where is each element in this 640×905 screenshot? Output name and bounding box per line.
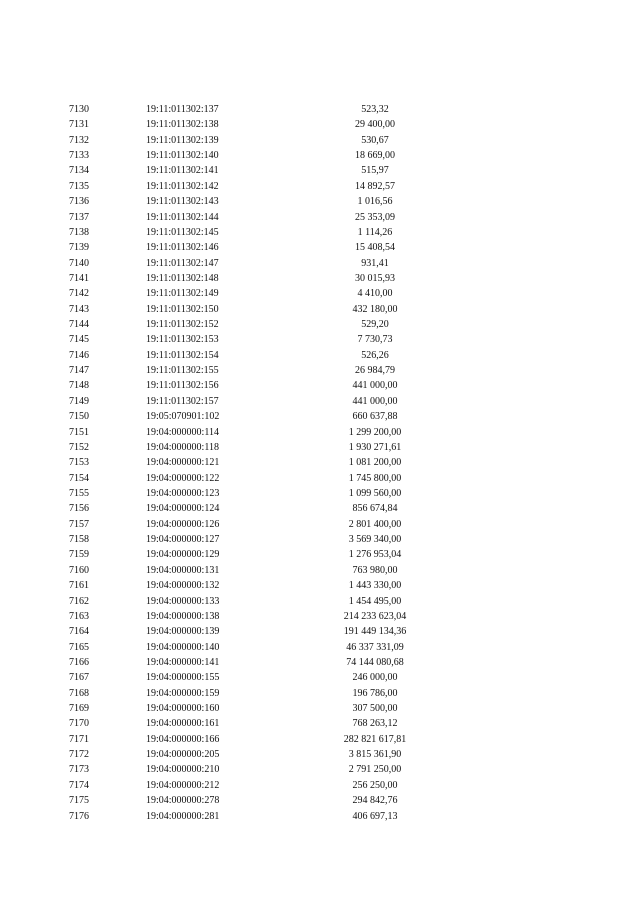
row-number: 7164 — [69, 626, 89, 638]
row-number: 7139 — [69, 242, 89, 254]
row-number: 7130 — [69, 104, 89, 115]
amount-value: 191 449 134,36 — [343, 626, 407, 638]
row-number: 7171 — [69, 733, 89, 745]
cadastral-number: 19:11:011302:155 — [146, 365, 219, 377]
row-number: 7170 — [69, 718, 89, 730]
row-number: 7155 — [69, 487, 89, 499]
table-row — [0, 609, 640, 624]
row-number: 7168 — [69, 687, 89, 699]
row-number: 7141 — [69, 272, 89, 284]
row-number: 7142 — [69, 288, 89, 300]
cadastral-number: 19:11:011302:154 — [146, 349, 219, 361]
amount-value: 1 299 200,00 — [348, 426, 402, 438]
amount-value: 406 697,13 — [352, 810, 398, 822]
cadastral-number: 19:04:000000:212 — [146, 779, 220, 791]
row-number: 7172 — [69, 749, 89, 761]
amount-value: 515,97 — [361, 165, 389, 177]
amount-value: 29 400,00 — [355, 119, 395, 131]
table-row — [0, 809, 640, 824]
table-row — [0, 133, 640, 148]
row-number: 7146 — [69, 349, 89, 361]
cadastral-number: 19:11:011302:149 — [146, 288, 219, 300]
table-row — [0, 409, 640, 424]
table-row — [0, 778, 640, 793]
cadastral-number: 19:04:000000:127 — [146, 534, 220, 546]
cadastral-number: 19:11:011302:152 — [146, 319, 219, 331]
row-number: 7131 — [69, 119, 89, 131]
row-number: 7174 — [69, 779, 89, 791]
amount-value: 530,67 — [361, 134, 389, 146]
row-number: 7161 — [69, 580, 89, 592]
cadastral-number: 19:04:000000:122 — [146, 472, 220, 484]
table-row — [0, 471, 640, 486]
table-row — [0, 747, 640, 762]
cadastral-number: 19:11:011302:153 — [146, 334, 219, 346]
cadastral-number: 19:04:000000:121 — [146, 457, 220, 469]
row-number: 7149 — [69, 395, 89, 407]
amount-value: 1 443 330,00 — [348, 580, 402, 592]
cadastral-number: 19:11:011302:141 — [146, 165, 219, 177]
data-table — [0, 102, 640, 824]
amount-value: 931,41 — [361, 257, 389, 269]
row-number: 7138 — [69, 226, 89, 238]
cadastral-number: 19:11:011302:142 — [146, 180, 219, 192]
table-row — [0, 501, 640, 516]
row-number: 7147 — [69, 365, 89, 377]
row-number: 7137 — [69, 211, 89, 223]
table-row — [0, 701, 640, 716]
amount-value: 74 144 080,68 — [346, 656, 404, 668]
table-row — [0, 225, 640, 240]
cadastral-number: 19:04:000000:160 — [146, 703, 220, 715]
table-row — [0, 793, 640, 808]
table-row — [0, 210, 640, 225]
table-row — [0, 317, 640, 332]
cadastral-number: 19:04:000000:118 — [146, 441, 219, 453]
amount-value: 246 000,00 — [352, 672, 398, 684]
cadastral-number: 19:11:011302:139 — [146, 134, 219, 146]
cadastral-number: 19:11:011302:156 — [146, 380, 219, 392]
table-row — [0, 624, 640, 639]
row-number: 7136 — [69, 196, 89, 208]
amount-value: 1 099 560,00 — [348, 487, 402, 499]
row-number: 7150 — [69, 411, 89, 423]
cadastral-number: 19:11:011302:144 — [146, 211, 219, 223]
table-row — [0, 670, 640, 685]
cadastral-number: 19:04:000000:210 — [146, 764, 220, 776]
cadastral-number: 19:04:000000:278 — [146, 795, 220, 807]
table-row — [0, 148, 640, 163]
cadastral-number: 19:11:011302:147 — [146, 257, 219, 269]
row-number: 7156 — [69, 503, 89, 515]
table-row — [0, 394, 640, 409]
amount-value: 1 081 200,00 — [348, 457, 402, 469]
row-number: 7151 — [69, 426, 89, 438]
row-number: 7132 — [69, 134, 89, 146]
table-row — [0, 486, 640, 501]
table-row — [0, 425, 640, 440]
row-number: 7163 — [69, 610, 89, 622]
table-row — [0, 302, 640, 317]
table-row — [0, 578, 640, 593]
amount-value: 2 801 400,00 — [348, 518, 402, 530]
table-row — [0, 348, 640, 363]
amount-value: 526,26 — [361, 349, 389, 361]
table-row — [0, 179, 640, 194]
cadastral-number: 19:04:000000:139 — [146, 626, 220, 638]
cadastral-number: 19:04:000000:138 — [146, 610, 220, 622]
amount-value: 14 892,57 — [355, 180, 395, 192]
amount-value: 432 180,00 — [352, 303, 398, 315]
table-row — [0, 762, 640, 777]
row-number: 7144 — [69, 319, 89, 331]
amount-value: 441 000,00 — [352, 380, 398, 392]
amount-value: 256 250,00 — [352, 779, 398, 791]
amount-value: 768 263,12 — [352, 718, 398, 730]
cadastral-number: 19:04:000000:140 — [146, 641, 220, 653]
cadastral-number: 19:04:000000:124 — [146, 503, 220, 515]
cadastral-number: 19:11:011302:143 — [146, 196, 219, 208]
table-row — [0, 240, 640, 255]
row-number: 7134 — [69, 165, 89, 177]
row-number: 7145 — [69, 334, 89, 346]
table-row — [0, 363, 640, 378]
table-row — [0, 256, 640, 271]
amount-value: 3 815 361,90 — [348, 749, 402, 761]
table-row — [0, 271, 640, 286]
table-row — [0, 732, 640, 747]
amount-value: 856 674,84 — [352, 503, 398, 515]
row-number: 7135 — [69, 180, 89, 192]
table-row — [0, 378, 640, 393]
row-number: 7162 — [69, 595, 89, 607]
amount-value: 307 500,00 — [352, 703, 398, 715]
row-number: 7166 — [69, 656, 89, 668]
cadastral-number: 19:04:000000:155 — [146, 672, 220, 684]
row-number: 7152 — [69, 441, 89, 453]
cadastral-number: 19:11:011302:146 — [146, 242, 219, 254]
table-row — [0, 716, 640, 731]
table-row — [0, 686, 640, 701]
amount-value: 25 353,09 — [355, 211, 395, 223]
amount-value: 294 842,76 — [352, 795, 398, 807]
amount-value: 1 745 800,00 — [348, 472, 402, 484]
table-row — [0, 163, 640, 178]
row-number: 7154 — [69, 472, 89, 484]
row-number: 7159 — [69, 549, 89, 561]
cadastral-number: 19:04:000000:161 — [146, 718, 220, 730]
cadastral-number: 19:04:000000:123 — [146, 487, 220, 499]
amount-value: 282 821 617,81 — [343, 733, 407, 745]
amount-value: 2 791 250,00 — [348, 764, 402, 776]
row-number: 7143 — [69, 303, 89, 315]
row-number: 7158 — [69, 534, 89, 546]
row-number: 7173 — [69, 764, 89, 776]
row-number: 7165 — [69, 641, 89, 653]
row-number: 7153 — [69, 457, 89, 469]
table-row — [0, 547, 640, 562]
row-number: 7167 — [69, 672, 89, 684]
cadastral-number: 19:04:000000:131 — [146, 564, 220, 576]
row-number: 7160 — [69, 564, 89, 576]
amount-value: 26 984,79 — [355, 365, 395, 377]
cadastral-number: 19:11:011302:140 — [146, 150, 219, 162]
table-row — [0, 594, 640, 609]
cadastral-number: 19:04:000000:159 — [146, 687, 220, 699]
row-number: 7175 — [69, 795, 89, 807]
amount-value: 4 410,00 — [357, 288, 393, 300]
row-number: 7140 — [69, 257, 89, 269]
table-row — [0, 532, 640, 547]
table-row — [0, 117, 640, 132]
table-row — [0, 102, 640, 117]
amount-value: 7 730,73 — [357, 334, 393, 346]
amount-value: 441 000,00 — [352, 395, 398, 407]
cadastral-number: 19:11:011302:138 — [146, 119, 219, 131]
cadastral-number: 19:11:011302:145 — [146, 226, 219, 238]
table-row — [0, 455, 640, 470]
amount-value: 196 786,00 — [352, 687, 398, 699]
amount-value: 763 980,00 — [352, 564, 398, 576]
table-row — [0, 332, 640, 347]
amount-value: 1 930 271,61 — [348, 441, 402, 453]
cadastral-number: 19:04:000000:129 — [146, 549, 220, 561]
row-number: 7157 — [69, 518, 89, 530]
cadastral-number: 19:11:011302:150 — [146, 303, 219, 315]
amount-value: 660 637,88 — [352, 411, 398, 423]
amount-value: 529,20 — [361, 319, 389, 331]
amount-value: 1 016,56 — [357, 196, 393, 208]
table-row — [0, 655, 640, 670]
cadastral-number: 19:05:070901:102 — [146, 411, 220, 423]
cadastral-number: 19:11:011302:157 — [146, 395, 219, 407]
row-number: 7133 — [69, 150, 89, 162]
cadastral-number: 19:04:000000:133 — [146, 595, 220, 607]
cadastral-number: 19:04:000000:281 — [146, 810, 220, 822]
cadastral-number: 19:04:000000:132 — [146, 580, 220, 592]
row-number: 7169 — [69, 703, 89, 715]
amount-value: 1 114,26 — [357, 226, 393, 238]
table-row — [0, 517, 640, 532]
table-row — [0, 440, 640, 455]
row-number: 7176 — [69, 810, 89, 822]
cadastral-number: 19:04:000000:205 — [146, 749, 220, 761]
cadastral-number: 19:11:011302:148 — [146, 272, 219, 284]
amount-value: 18 669,00 — [355, 150, 395, 162]
table-row — [0, 563, 640, 578]
cadastral-number: 19:04:000000:166 — [146, 733, 220, 745]
amount-value: 46 337 331,09 — [346, 641, 404, 653]
amount-value: 30 015,93 — [355, 272, 395, 284]
amount-value: 3 569 340,00 — [348, 534, 402, 546]
table-row — [0, 640, 640, 655]
amount-value: 1 276 953,04 — [348, 549, 402, 561]
amount-value: 1 454 495,00 — [348, 595, 402, 607]
amount-value: 214 233 623,04 — [343, 610, 407, 622]
table-row — [0, 194, 640, 209]
cadastral-number: 19:11:011302:137 — [146, 104, 219, 115]
amount-value: 523,32 — [361, 104, 389, 115]
cadastral-number: 19:04:000000:114 — [146, 426, 219, 438]
cadastral-number: 19:04:000000:126 — [146, 518, 220, 530]
cadastral-number: 19:04:000000:141 — [146, 656, 220, 668]
table-row — [0, 286, 640, 301]
row-number: 7148 — [69, 380, 89, 392]
amount-value: 15 408,54 — [355, 242, 395, 254]
